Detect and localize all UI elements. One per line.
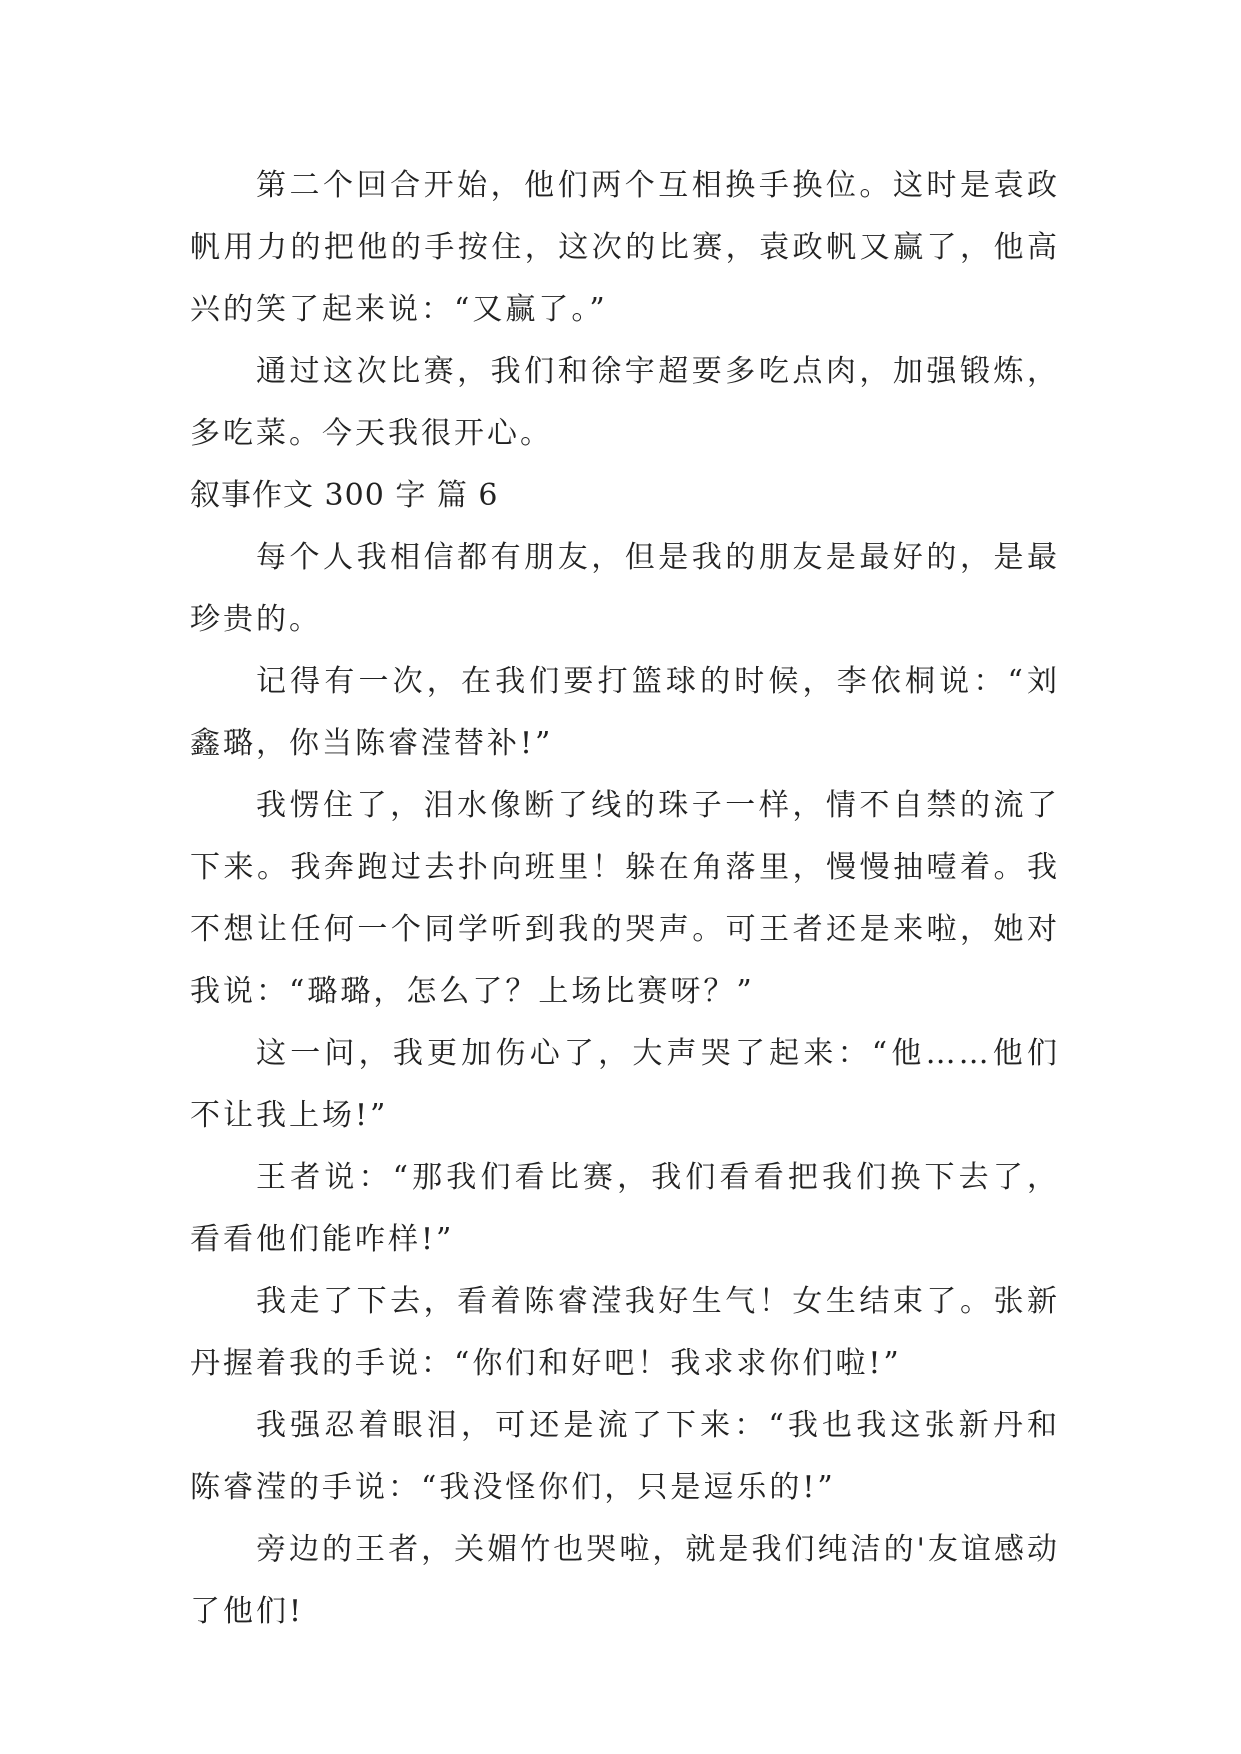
document-page <box>190 155 1060 1643</box>
paragraph: 王者说：“那我们看比赛，我们看看把我们换下去了，看看他们能咋样!” <box>190 1160 1060 1257</box>
paragraph: 通过这次比赛，我们和徐宇超要多吃点肉，加强锻炼，多吃菜。今天我很开心。 <box>190 354 1060 451</box>
paragraph: 我强忍着眼泪，可还是流了下来：“我也我这张新丹和陈睿滢的手说：“我没怪你们，只是逗乐的!” <box>190 1408 1060 1505</box>
section-heading: 叙事作文 300 字 篇 6 <box>190 478 499 513</box>
paragraph: 我走了下去，看着陈睿滢我好生气！女生结束了。张新丹握着我的手说：“你们和好吧！我求求你们啦!” <box>190 1284 1060 1381</box>
paragraph: 这一问，我更加伤心了，大声哭了起来：“他……他们不让我上场!” <box>190 1036 1060 1133</box>
paragraph: 旁边的王者，关媚竹也哭啦，就是我们纯洁的'友谊感动了他们! <box>190 1532 1060 1629</box>
paragraph: 记得有一次，在我们要打篮球的时候，李依桐说：“刘鑫璐，你当陈睿滢替补!” <box>190 664 1060 761</box>
paragraph: 每个人我相信都有朋友，但是我的朋友是最好的，是最珍贵的。 <box>190 540 1060 637</box>
paragraph: 第二个回合开始，他们两个互相换手换位。这时是袁政帆用力的把他的手按住，这次的比赛，袁政帆又赢了，他高兴的笑了起来说：“又赢了。” <box>190 168 1060 327</box>
paragraph: 我愣住了，泪水像断了线的珠子一样，情不自禁的流了下来。我奔跑过去扑向班里！躲在角落里，慢慢抽噎着。我不想让任何一个同学听到我的哭声。可王者还是来啦，她对我说：“璐璐，怎么了？上场比赛呀？” <box>190 788 1060 1009</box>
